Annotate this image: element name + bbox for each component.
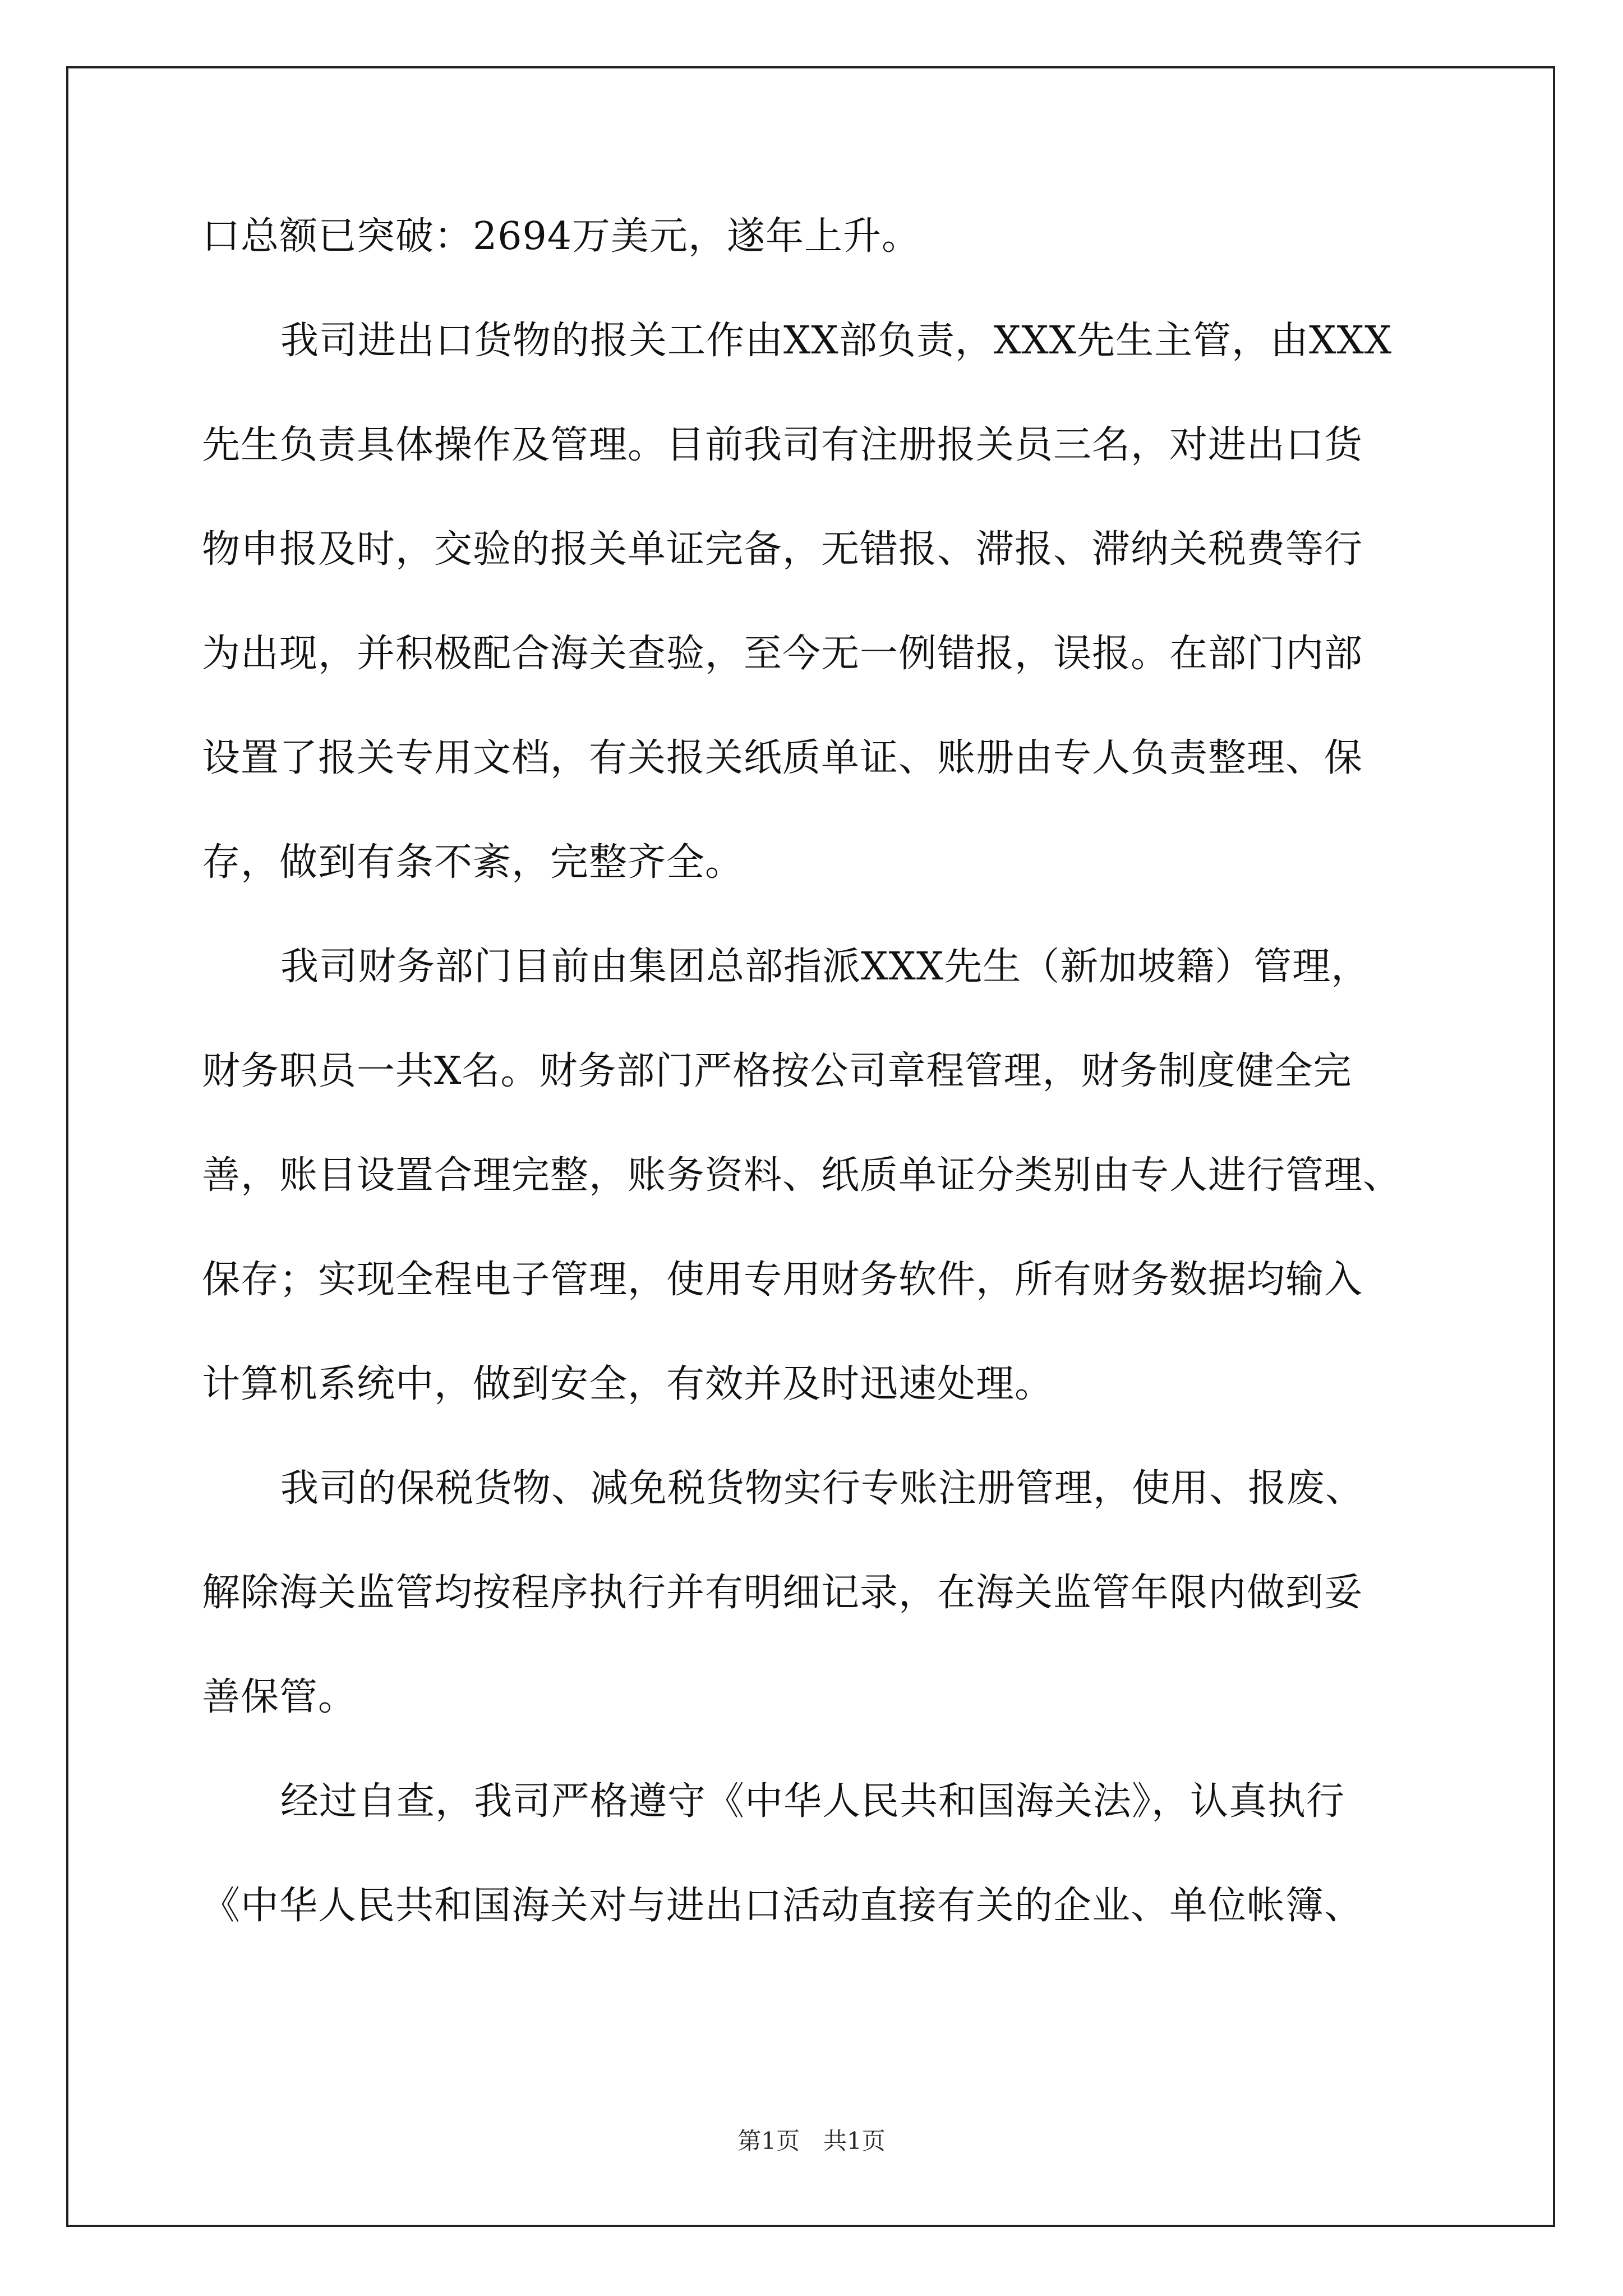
text-line: 计算机系统中，做到安全，有效并及时迅速处理。	[202, 1362, 1054, 1406]
text-line: 保存；实现全程电子管理，使用专用财务软件，所有财务数据均输入	[202, 1258, 1363, 1302]
paragraph-first-line: 我司进出口货物的报关工作由XX部负责，XXX先生主管，由XXX	[280, 319, 1393, 363]
page-number-footer: 第1页 共1页	[737, 2127, 886, 2155]
paragraph-first-line: 我司财务部门目前由集团总部指派XXX先生（新加坡籍）管理，	[280, 945, 1370, 989]
text-line: 物申报及时，交验的报关单证完备，无错报、滞报、滞纳关税费等行	[202, 527, 1363, 572]
paragraph-first-line: 经过自查，我司严格遵守《中华人民共和国海关法》，认真执行	[280, 1779, 1345, 1824]
text-line: 解除海关监管均按程序执行并有明细记录，在海关监管年限内做到妥	[202, 1571, 1363, 1615]
text-line: 财务职员一共X名。财务部门严格按公司章程管理，财务制度健全完	[202, 1049, 1352, 1093]
text-line: 口总额已突破：2694万美元，遂年上升。	[202, 214, 921, 259]
text-line: 《中华人民共和国海关对与进出口活动直接有关的企业、单位帐簿、	[202, 1884, 1363, 1928]
paragraph-first-line: 我司的保税货物、减免税货物实行专账注册管理，使用、报废、	[280, 1466, 1364, 1511]
text-line: 为出现，并积极配合海关查验，至今无一例错报，误报。在部门内部	[202, 632, 1363, 676]
text-line: 先生负责具体操作及管理。目前我司有注册报关员三名，对进出口货	[202, 423, 1363, 467]
text-line: 善保管。	[202, 1675, 357, 1719]
text-line: 善，账目设置合理完整，账务资料、纸质单证分类别由专人进行管理、	[202, 1153, 1402, 1198]
text-line: 存，做到有条不紊，完整齐全。	[202, 840, 744, 885]
text-line: 设置了报关专用文档，有关报关纸质单证、账册由专人负责整理、保	[202, 736, 1363, 780]
